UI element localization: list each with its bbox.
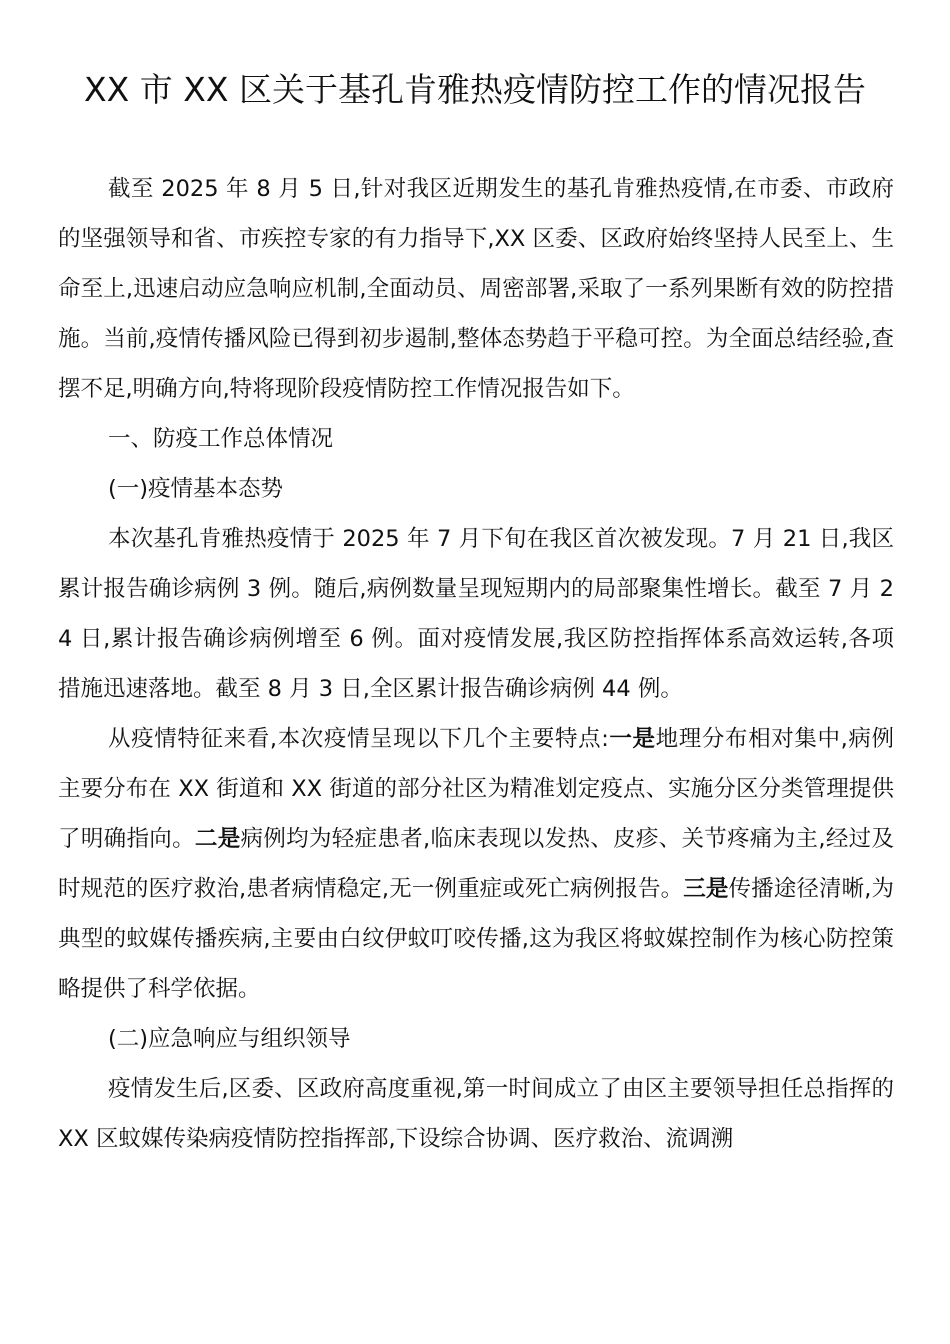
subsection-heading-2: (二)应急响应与组织领导 xyxy=(108,1026,351,1052)
features-paragraph xyxy=(58,714,894,1014)
intro-paragraph: 截至 2025 年 8 月 5 日,针对我区近期发生的基孔肯雅热疫情,在市委、市政府的坚强领导和省、市疾控专家的有力指导下,XX 区委、区政府始终坚持人民至上、生命至上,迅速启动应急响应机制,全面动员、周密部署,采取了一系列果断有效的防控措施。当前,疫情传播风险已得到初步遏制,整体态势趋于平稳可控。为全面总结经验,查摆不足,明确方向,特将现阶段疫情防控工作情况报告如下。 xyxy=(58,176,894,402)
feature-keyword-1: 一是 xyxy=(608,726,656,752)
features-lead: 从疫情特征来看,本次疫情呈现以下几个主要特点: xyxy=(108,726,609,752)
feature-text-3: 传播途径清晰,为典型的蚊媒传播疾病,主要由白纹伊蚊叮咬传播,这为我区将蚊媒控制作为核心防控策略提供了科学依据。 xyxy=(58,876,895,1002)
feature-keyword-3: 三是 xyxy=(683,876,729,902)
feature-keyword-2: 二是 xyxy=(194,826,241,852)
section-heading-1: 一、防疫工作总体情况 xyxy=(108,426,334,452)
subsection-heading-1: (一)疫情基本态势 xyxy=(108,476,284,502)
response-paragraph: 疫情发生后,区委、区政府高度重视,第一时间成立了由区主要领导担任总指挥的 XX 区蚊媒传染病疫情防控指挥部,下设综合协调、医疗救治、流调溯 xyxy=(58,1076,894,1152)
document-title: XX 市 XX 区关于基孔肯雅热疫情防控工作的情况报告 xyxy=(84,70,866,109)
situation-paragraph: 本次基孔肯雅热疫情于 2025 年 7 月下旬在我区首次被发现。7 月 21 日,我区累计报告确诊病例 3 例。随后,病例数量呈现短期内的局部聚集性增长。截至 7 月 24 日,累计报告确诊病例增至 6 例。面对疫情发展,我区防控指挥体系高效运转,各项措施迅速落地。截至 8 月 3 日,全区累计报告确诊病例 44 例。 xyxy=(58,526,894,702)
document-body xyxy=(58,164,894,1164)
feature-text-2: 病例均为轻症患者,临床表现以发热、皮疹、关节疼痛为主,经过及时规范的医疗救治,患者病情稳定,无一例重症或死亡病例报告。 xyxy=(58,826,894,902)
feature-text-1: 地理分布相对集中,病例主要分布在 XX 街道和 XX 街道的部分社区为精准划定疫点、实施分区分类管理提供了明确指向。 xyxy=(58,726,894,852)
